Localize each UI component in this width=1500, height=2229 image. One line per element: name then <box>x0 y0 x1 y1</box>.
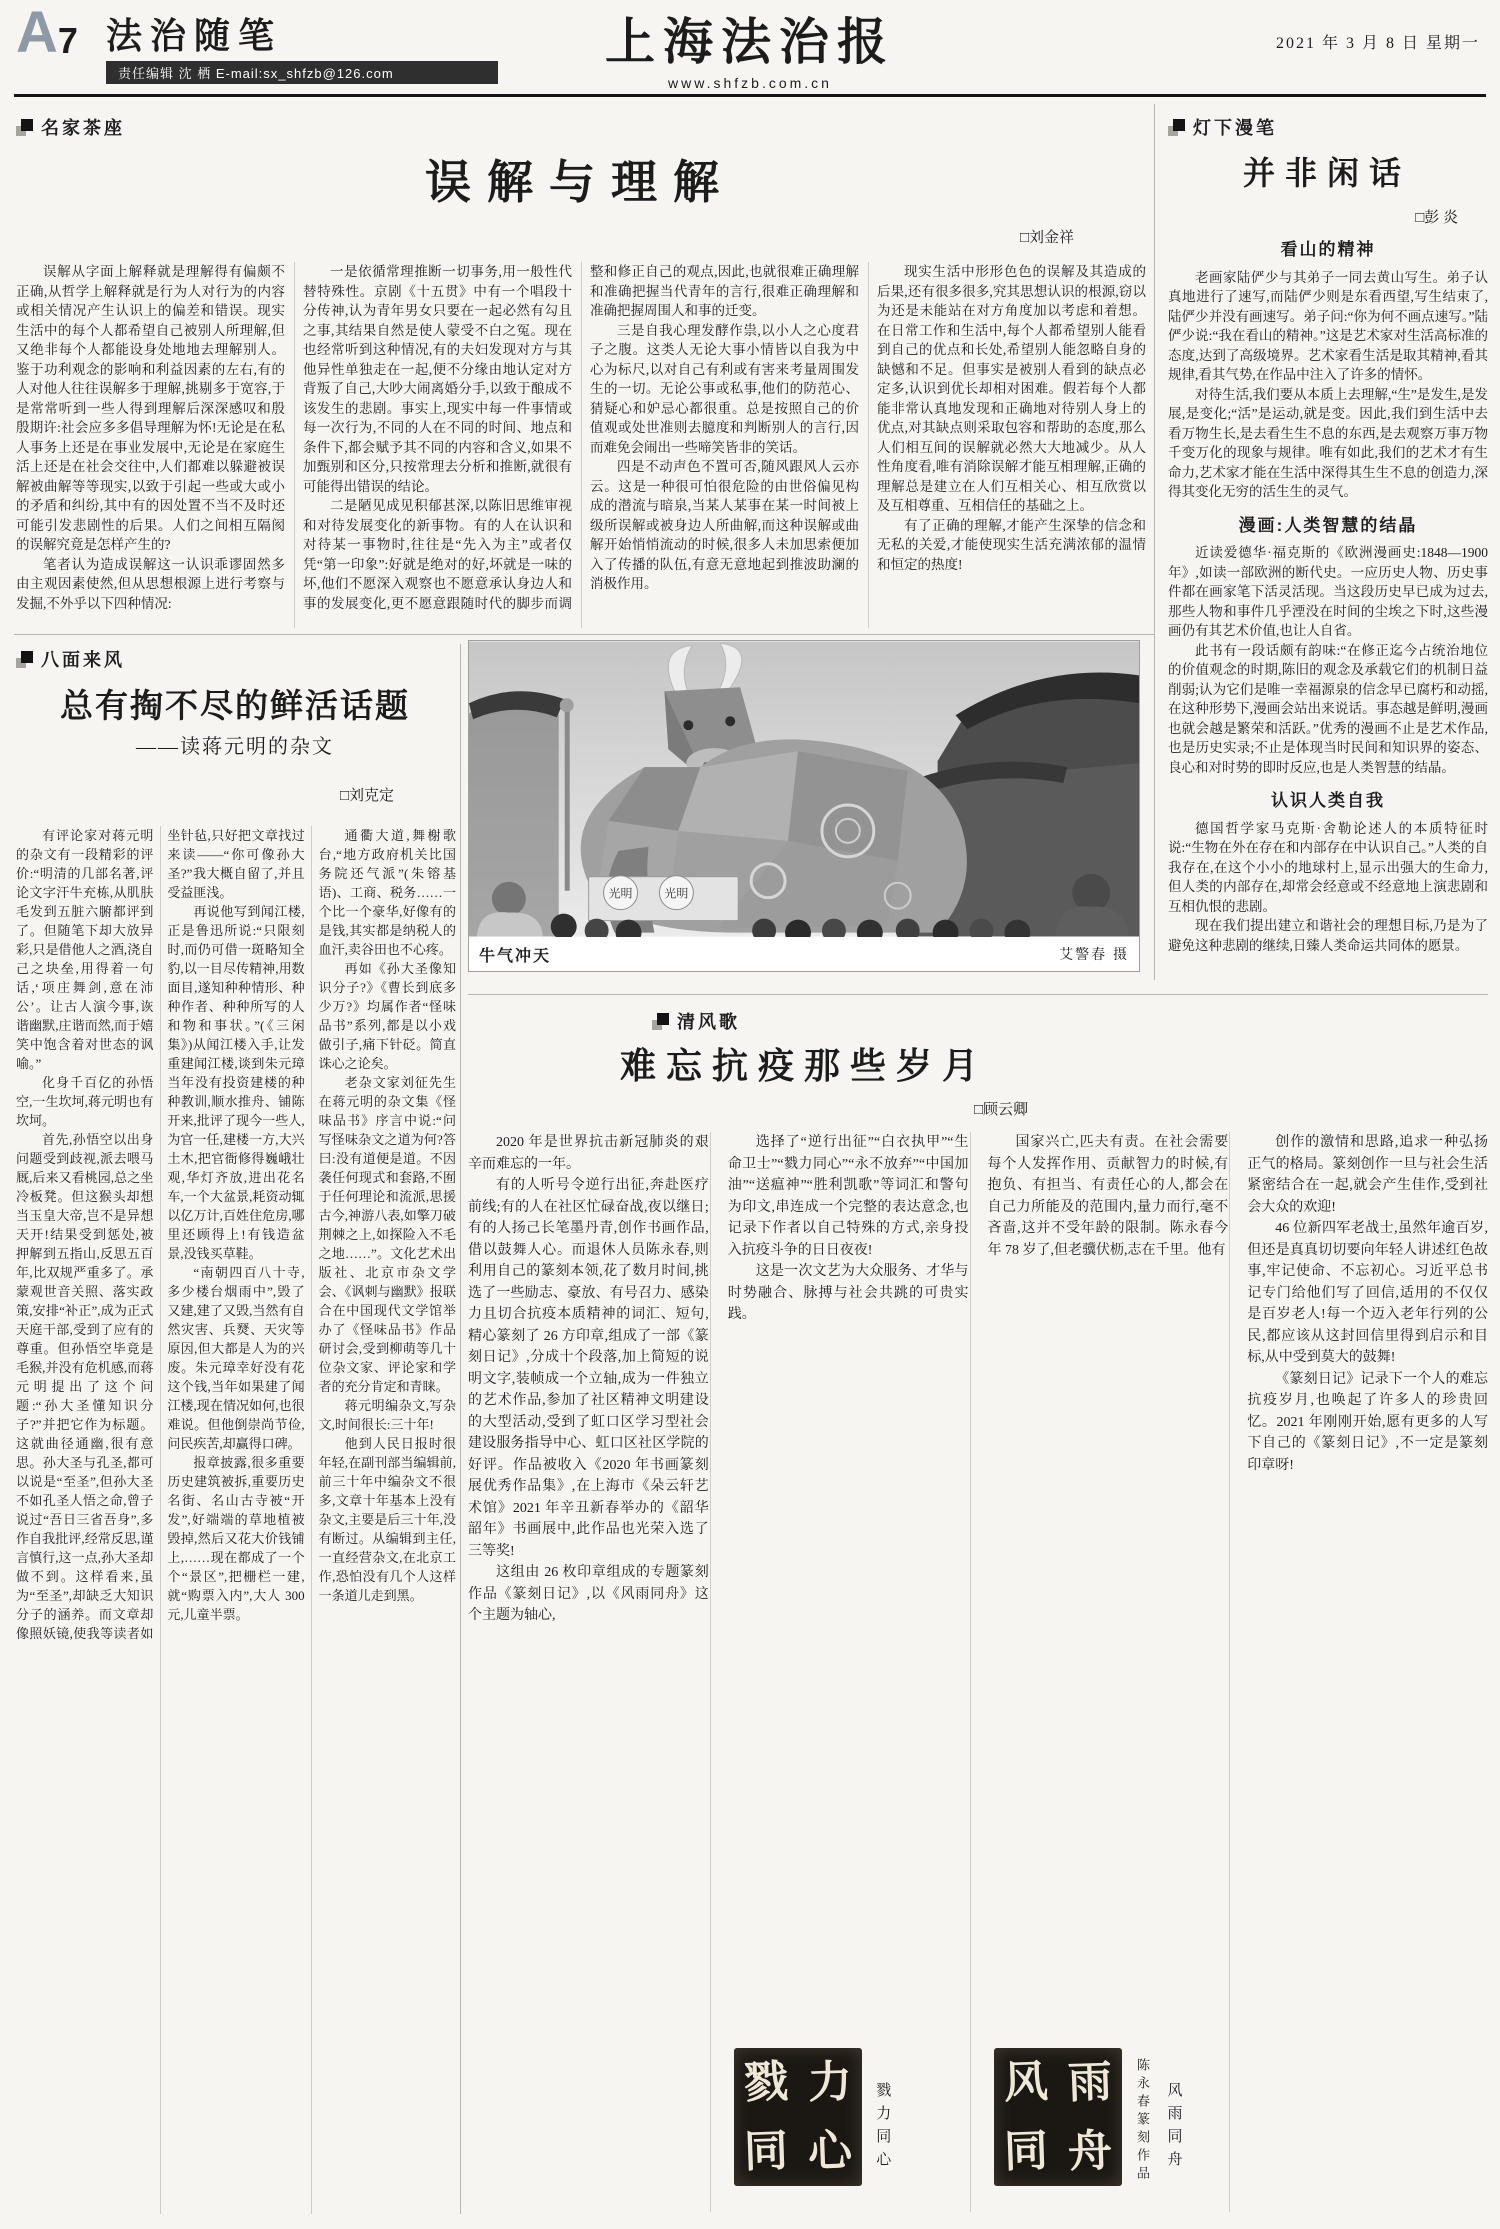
section-heading: 看山的精神 <box>1280 240 1376 259</box>
paragraph: 有评论家对蒋元明的杂文有一段精彩的评价:“明清的几部名著,评论文字汗牛充栋,从肌肤毛发到五脏六腑都评到了。但随笔下却大放异彩,只是借他人之酒,浇自己之块垒,用得着一句话,‘项庄舞剑,意在沛公’。让古人演今事,诙谐幽默,庄谐而然,而于嬉笑中饱含着对世态的讽喻。” <box>16 828 154 1071</box>
photo-caption-strip <box>469 937 1139 971</box>
masthead-website: www.shfzb.com.cn <box>668 75 832 91</box>
page-number-badge <box>16 0 78 65</box>
guangming-booth-icon <box>589 876 739 921</box>
paragraph: 选择了“逆行出征”“白衣执甲”“生命卫士”“戮力同心”“永不放弃”“中国加油”“送瘟神”“胜利凯歌”等词汇和警句为印文,串连成一个完整的表达意念,也记录下作者以自己特殊的方式,亲身投入抗疫斗争的日日夜夜! <box>727 1135 969 1258</box>
paragraph: 现实生活中形形色色的误解及其造成的后果,还有很多很多,究其思想认识的根源,窃以为还是未能站在对方角度加以考虑和着想。在日常工作和生活中,每个人都希望别人能看到自己的优点和长处,希望别人能忽略自身的缺憾和不足。但事实是被别人看到的缺点必定多,认识到优长却相对困难。假若每个人都能非常认真地发现和正确地对待别人身上的优点,对其缺点则采取包容和帮助的态度,那么人们相互间的误解就必然大大地减少。从人性角度看,唯有消除误解才能互相理解,正确的理解总是建立在人们互相关心、相互欣赏以及互相尊重、互相信任的基础之上。 <box>877 264 1146 513</box>
tag-label: 名家茶座 <box>41 118 125 138</box>
tag-square-icon <box>16 119 33 136</box>
left-article-body <box>16 826 456 2214</box>
paragraph: 笔者认为造成误解这一认识乖谬固然多由主观因素使然,但从思想根源上进行考察与发掘,不外乎以下四种情况: <box>16 556 285 611</box>
paragraph: 通衢大道,舞榭歌台,“地方政府机关比国务院还气派”(朱镕基语)、工商、税务……一个比一个豪华,好像有的是钱,其实都是纳税人的血汗,卖谷田也不心疼。 <box>318 828 456 957</box>
paragraph: 老杂文家刘征先生在蒋元明的杂文集《怪味品书》序言中说:“问写怪味杂文之道为何?答曰:没有道便是道。不因袭任何现式和套路,不囿于任何理论和流派,思援古今,神游八表,如擎刀破荆棘之上,如探险入不毛之地……”。文化艺术出版社、北京市杂文学会、《讽刺与幽默》报联合在中国现代文学馆举办了《怪味品书》作品研讨会,受到柳萌等几十位杂文家、评论家和学者的充分肯定和青睐。 <box>318 1075 456 1394</box>
seal-character: 风 <box>1002 2056 1049 2108</box>
paragraph: 蒋元明编杂文,写杂文,时间很长:三十年! <box>318 1398 456 1432</box>
right-article-title: 并非闲话 <box>1242 155 1411 191</box>
tag-bamian-laifeng <box>16 646 125 672</box>
seal-stamp-fengyutongzhou <box>994 2048 1122 2186</box>
tag-mingjia-chazuo <box>16 114 125 140</box>
main-article-title: 误解与理解 <box>425 157 735 208</box>
main-article-body <box>16 262 1146 628</box>
horizontal-divider-top <box>14 634 1154 635</box>
page-badge-number: 7 <box>57 19 78 61</box>
paragraph: 2020 年是世界抗击新冠肺炎的艰辛而难忘的一年。 <box>468 1135 709 1172</box>
horizontal-divider-bottom <box>468 994 1488 995</box>
tag-dengxia-manbi <box>1168 114 1277 140</box>
header-rule <box>14 94 1486 97</box>
seal-caption: 戮力同心 <box>874 2082 892 2174</box>
paragraph: 现在我们提出建立和谐社会的理想目标,乃是为了避免这种悲剧的继续,日臻人类命运共同体的愿景。 <box>1168 918 1488 953</box>
ox-lantern-photo <box>468 640 1140 972</box>
paragraph: 一是依循常理推断一切事务,用一般性代替特殊性。京剧《十五贯》中有一个唱段十分传神,认为青年男女只要在一起必然有勾且之事,其结果自然是使人蒙受不白之冤。现在也经常听到这种情况,有的夫妇发现对方与其他异性单独走在一起,便不分缘由地认定对方背叛了自己,大吵大闹离婚分手,以致于酿成不该发生的悲剧。事实上,现实中每一件事情或每一次行为,不同的人在不同的时间、地点和条件下,都会赋予其不同的内容和含义,如果不加甄别和区分,只按常理去分析和推断,就很有可能得出错误的结论。 <box>303 264 572 494</box>
guangming-sign: 光明 <box>664 886 689 901</box>
article-section <box>1168 791 1488 955</box>
bottom-column-3 <box>970 1132 1229 2212</box>
paragraph: 对待生活,我们要从本质上去理解,“生”是发生,是发展,是变化;“活”是运动,就是变。因此,我们到生活中去看万物生长,是去看生生不息的东西,是去观察万事万物千变万化的现象与规律。唯有如此,我们的艺术才有生命力,艺术家才能在生活中深得其生生不息的创造力,深得其变化无穷的活生生的灵气。 <box>1168 386 1488 499</box>
seal-character: 心 <box>806 2125 853 2177</box>
seal-character: 同 <box>742 2125 789 2177</box>
article-section <box>1168 240 1488 502</box>
bottom-column-2 <box>710 1132 969 2212</box>
seal-character: 同 <box>1002 2125 1049 2177</box>
tag-label: 八面来风 <box>41 650 125 670</box>
column-paragraphs <box>988 1132 1229 1261</box>
tag-square-icon <box>652 1013 669 1030</box>
guangming-sign: 光明 <box>608 886 633 901</box>
seal-character: 雨 <box>1066 2056 1113 2108</box>
right-article-body <box>1168 236 1488 978</box>
left-article-title: 总有掏不尽的鲜活话题 <box>60 687 410 724</box>
article-section <box>1168 516 1488 778</box>
paragraph: 近读爱德华·福克斯的《欧洲漫画史:1848—1900 年》,如读一部欧洲的断代史。一应历史人物、历史事件都在画家笔下活灵活现。当这段历史早已成为过去,那些人物和事件几乎湮没在时间的尘埃之下时,这些漫画仍有其艺术价值,也让人自省。 <box>1168 545 1488 638</box>
paragraph: 老画家陆俨少与其弟子一同去黄山写生。弟子认真地进行了速写,而陆俨少则是东看西望,写生结束了,陆俨少并没有画速写。弟子问:“你为何不画点速写。”陆俨少说:“我在看山的精神。”这是艺术家对生活高标准的态度,达到了高级境界。艺术家看生活是取其精神,看其规律,看其气势,在作品中注入了许多的情怀。 <box>1168 269 1488 382</box>
section-name: 法治随笔 <box>106 15 283 56</box>
editor-bar: 责任编辑 沈 栖 E-mail:sx_shfzb@126.com <box>106 61 498 84</box>
ox-lantern-illustration <box>469 641 1139 937</box>
paragraph: 二是陋见成见积郁甚深,以陈旧思维审视和对待发展变化的新事物。有的人在认识和对待某一事物时,往往是“先入为主”或者仅凭“第一印象”:好就是绝对的好,坏就是一味的坏,他们不愿深入观察也不愿意承认身边人和事的发展变化,更不愿意跟随时代的脚步而调整和修正自己的观点,因此,也就很难正确理解和准确把握当代青年的言行,很难正确理解和准确把握周围人和事的迁变。 <box>303 264 859 611</box>
paragraph: 再如《孙大圣像知识分子?》《曹长到底多少万?》均属作者“怪味品书”系列,都是以小戏做引子,痛下针砭。简直诛心之论矣。 <box>318 961 456 1071</box>
seal-character: 舟 <box>1066 2125 1113 2177</box>
tag-qingfengge <box>652 1008 740 1034</box>
masthead-title: 上海法治报 <box>605 14 895 70</box>
paragraph: 报章披露,很多重要历史建筑被拆,重要历史名街、名山古寺被“开发”,好端端的草地植被毁掉,然后又花大价钱铺上,……现在都成了一个个“景区”,把栅栏一建,就“购票入内”,大人 300 元,儿童半票。 <box>167 1455 305 1622</box>
page-date: 2021 年 3 月 8 日 星期一 <box>1275 35 1480 52</box>
section-paragraphs <box>1168 543 1488 777</box>
paragraph: 德国哲学家马克斯·舍勒论述人的本质特征时说:“生物在外在存在和内部存在中认识自己。”人类的自我存在,在这个小小的地球村上,显示出强大的生命力,但人类的内部存在,却常会经意或不经意地上演悲剧和互相仇恨的悲剧。 <box>1168 820 1488 914</box>
seal-character: 力 <box>806 2056 853 2108</box>
column-paragraphs <box>728 1132 969 1326</box>
vertical-divider-left <box>460 644 461 2214</box>
paragraph: 46 位新四军老战士,虽然年逾百岁,但还是真真切切要向年轻人讲述红色故事,牢记使命、不忘初心。习近平总书记专门给他们写了回信,适用的不仅仅是百岁老人!每一个迈入老年行列的公民,都应该从这封回信里得到启示和目标,从中受到莫大的鼓舞! <box>1247 1221 1488 1365</box>
seal-stamp-lulitongxin <box>734 2048 862 2186</box>
section-heading: 认识人类自我 <box>1271 791 1385 810</box>
photo-credit: 艾警春 摄 <box>1059 946 1129 962</box>
tag-label: 清风歌 <box>677 1012 740 1032</box>
bottom-column-1 <box>468 1132 709 2212</box>
seal-block-1 <box>728 2028 969 2212</box>
left-article-author: □刘克定 <box>339 788 394 804</box>
page-badge-letter: A <box>16 0 58 65</box>
left-article-subtitle: ——读蒋元明的杂文 <box>136 736 334 758</box>
paragraph: 此书有一段话颇有韵味:“在修正迄今占统治地位的价值观念的时期,陈旧的观念及承载它们的机制日益削弱;认为它们是唯一幸福源泉的信念早已腐朽和动摇,在这种形势下,漫画会站出来说话。事态越是鲜明,漫画也就会越是繁荣和活跃。”优秀的漫画不止是艺术作品,也是历史实录;不止是体现当时民间和知识界的姿态、良心和对时势的即时反应,也是人类智慧的结晶。 <box>1168 642 1488 775</box>
paragraph: 《篆刻日记》记录下一个人的难忘抗疫岁月,也唤起了许多人的珍贵回忆。2021 年刚刚开始,愿有更多的人写下自己的《篆刻日记》,不一定是篆刻印章呀! <box>1247 1371 1488 1473</box>
main-article-author: □刘金祥 <box>1019 230 1074 246</box>
section-paragraphs <box>1168 819 1488 956</box>
bottom-article-body <box>468 1132 1488 2212</box>
paragraph: 这是一次文艺为大众服务、才华与时势融合、脉搏与社会共跳的可贵实践。 <box>727 1264 969 1322</box>
paragraph: 有了正确的理解,才能产生深挚的信念和无私的关爱,才能使现实生活充满浓郁的温情和恒定的热度! <box>877 517 1146 572</box>
paragraph: “南朝四百八十寺,多少楼台烟雨中”,毁了又建,建了又毁,当然有自然灾害、兵燹、天灾等原因,但大都是人为的兴废。朱元璋幸好没有花这个钱,当年如果建了闻江楼,现在情况如何,也很难说。但他倒崇尚节俭,问民疾苦,却赢得口碑。 <box>167 1265 305 1451</box>
paragraph: 国家兴亡,匹夫有责。在社会需要每个人发挥作用、贡献智力的时候,有抱负、有担当、有责任心的人,都会在自己力所能及的范围内,量力而行,毫不吝啬,这并不受年龄的限制。陈永春今年 78 岁了,但老骥伏枥,志在千里。他有 <box>987 1135 1229 1258</box>
bottom-column-4 <box>1229 1132 1488 2212</box>
paragraph: 误解从字面上解释就是理解得有偏颇不正确,从哲学上解释就是行为人对行为的内容或相关情况产生认识上的偏差和错误。现实生活中的每个人都希望自己被别人所理解,但又绝非每个人都能设身处地地去理解别人。鉴于功利观念的影响和利益因素的左右,有的人对他人往往误解多于理解,挑剔多于宽容,于是常常听到一些人得到理解后深深感叹和殷殷期许:社会应多多倡导理解为怀!无论是在私人事务上还是在事业发展中,无论是在家庭生活上还是在社会交往中,人们都难以躲避被误解被曲解等等现实,以致于引起一些或大或小的矛盾和纠纷,其中有的因处置不当不及时还可能引发悲剧性的后果。人们之间相互隔阂的误解究竟是怎样产生的? <box>16 264 285 552</box>
seal-artist-credit: 陈永春篆刻作品 <box>1135 2058 1150 2184</box>
bottom-article-author: □顾云卿 <box>973 1102 1028 1118</box>
tag-label: 灯下漫笔 <box>1193 118 1277 138</box>
seal-character: 戮 <box>742 2056 789 2108</box>
paragraph: 四是不动声色不置可否,随风跟风人云亦云。这是一种很可怕很危险的由世俗偏见构成的潜流与暗泉,当某人某事在某一时间被上级所误解或被身边人所曲解,而这种误解或曲解开始悄悄流动的时候,很多人未加思索便加入了传播的队伍,有意无意地起到推波助澜的消极作用。 <box>590 459 859 591</box>
paragraph: 化身千百亿的孙悟空,一生坎坷,蒋元明也有坎坷。 <box>16 1075 154 1128</box>
section-paragraphs <box>1168 268 1488 502</box>
paragraph: 首先,孙悟空以出身问题受到歧视,派去喂马厩,后来又看桃园,总之坐冷板凳。但这猴头却想当玉皇大帝,岂不是异想天开!结果受到惩处,被押解到五指山,反思五百年,比双规严重多了。承蒙观世音关照、落实政策,安排“补正”,成为正式天庭干部,受到了应有的尊重。但孙悟空毕竟是毛猴,并没有危机感,而蒋元明提出了这个问题:“孙大圣懂知识分子?”并把它作为标题。这就曲径通幽,很有意思。孙大圣与孔圣,都可以说是“至圣”,但孙大圣不如孔圣人悟之命,曾子说过“吾日三省吾身”,多作自我批评,经常反思,谨言慎行,这一点,孙大圣却做不到。这样看来,虽为“至圣”,却缺乏大知识分子的涵养。而文章却像照妖镜,使我等读者如坐针毡,只好把文章找过来读——“你可像孙大圣?”我大概自留了,并且受益匪浅。 <box>16 828 305 1641</box>
seal-block-2 <box>988 2028 1229 2212</box>
paragraph: 他到人民日报时很年轻,在副刊部当编辑前,前三十年中编杂文不很多,文章十年基本上没有杂文,主要是后三十年,没有断过。从编辑到主任,一直经营杂文,在北京工作,恐怕没有几个人这样一条道儿走到黑。 <box>318 1436 456 1603</box>
tag-square-icon <box>1168 119 1185 136</box>
paragraph: 这组由 26 枚印章组成的专题篆刻作品《篆刻日记》,以《风雨同舟》这个主题为轴心, <box>468 1565 709 1623</box>
photo-caption: 牛气冲天 <box>479 947 552 965</box>
section-heading: 漫画:人类智慧的结晶 <box>1238 515 1418 535</box>
right-article-author: □彭 炎 <box>1415 210 1458 226</box>
bottom-article-title: 难忘抗疫那些岁月 <box>619 1046 988 1086</box>
paragraph: 有的人听号令逆行出征,奔赴医疗前线;有的人在社区忙碌奋战,夜以继日;有的人扬己长笔墨丹青,创作书画作品,借以鼓舞人心。而退休人员陈永春,则利用自己的篆刻本领,花了数月时间,挑选了一些励志、豪放、有号召力、感染力且切合抗疫本质精神的词汇、短句,精心篆刻了 26 方印章,组成了一部《篆刻日记》,分成十个段落,加上简短的说明文字,装帧成一个立轴,成为一件独立的艺术作品,参加了社区精神文明建设的大型活动,受到了虹口区学习型社会建设服务指导中心、虹口区社区学院的好评。作品被收入《2020 年书画篆刻展优秀作品集》,在上海市《朵云轩艺术馆》2021 年辛丑新春举办的《韶华韶年》书画展中,此作品也光荣入选了三等奖! <box>468 1178 709 1559</box>
paragraph: 创作的激情和思路,追求一种弘扬正气的格局。篆刻创作一旦与社会生活紧密结合在一起,就会产生佳作,受到社会大众的欢迎! <box>1247 1135 1488 1215</box>
paragraph: 再说他写到闻江楼,正是鲁迅所说:“只限刻时,而仍可借一斑略知全豹,以一目尽传精神,用数面目,遂知种种情形、种种作者、种种所写的人和物和事状。”(《三闲集》)从闻江楼入手,让发重建闻江楼,谈到朱元璋当年没有投资建楼的种种教训,顺水推舟、铺陈开来,批评了现今一些人,为官一任,建楼一方,大兴土木,把官衙修得巍峨壮观,华灯齐放,进出花名车,一个大盆景,耗资动辄以亿万计,百姓住危房,哪里还顾得上!有钱造盆景,没钱买草鞋。 <box>167 904 305 1261</box>
tag-square-icon <box>16 651 33 668</box>
paragraph: 三是自我心理发酵作祟,以小人之心度君子之腹。这类人无论大事小情皆以自我为中心为标尺,以对自己有利或有害来考量周围发生的一切。无论公事或私事,他们的防范心、猜疑心和妒忌心都很重。总是按照自己的价值观或处世准则去臆度和判断别人的言行,因而难免会闹出一些啼笑皆非的笑话。 <box>590 322 859 455</box>
vertical-divider-right <box>1154 104 1155 980</box>
seal-caption: 风雨同舟 <box>1165 2082 1183 2174</box>
